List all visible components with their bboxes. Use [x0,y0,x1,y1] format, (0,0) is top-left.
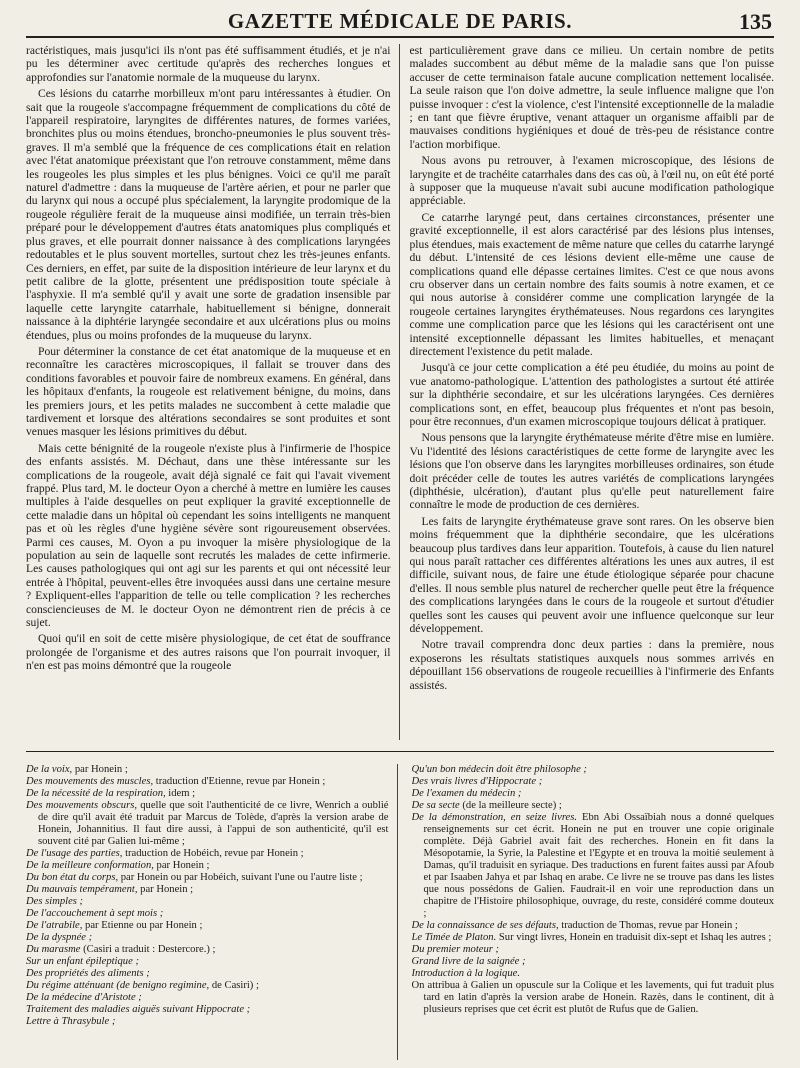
bibliography-entry [26,872,389,884]
left-column [26,44,400,740]
bibliography-entry [26,764,389,776]
bibliography-entry [26,776,389,788]
bibliography-entry [26,908,389,920]
paragraph: Mais cette bénignité de la rougeole n'existe plus à l'infirmerie de l'hospice des enfants assistés. M. Déchaut, dans une thèse intéressante sur les complications de la rougeole, avait déjà signalé ce fait qui l'avait vivement frappé. Plus tard, M. le docteur Oyon a cherché à mettre en lumière les causes multiples à l'aide desquelles on peut expliquer la gravité exceptionnelle de cette maladie dans un hôpital où cependant les soins intelligents ne manquent pas et où les règles d'une hygiène sévère sont rigoureusement observées. Parmi ces causes, M. Oyon a pu invoquer la misère physiologique de la population au sein de laquelle sont recrutés les malades de cette infirmerie. Les causes pathologiques qui ont agi sur les parents et qui ont nécessité leur entrée à l'hôpital, peuvent-elles être invoquées aussi dans une certaine mesure ? Expliquent-elles l'apparition de telle ou telle complication ? les recherches consciencieuses de M. le docteur Oyon ne démontrent rien de précis à ce sujet. [26,441,391,630]
entry-title: Des mouvements obscurs, [26,800,137,811]
entry-title: De sa secte [411,800,460,811]
entry-title: Sur un enfant épileptique ; [26,956,139,967]
entry-title: De la nécessité de la respiration, [26,788,166,799]
bibliography-entry [26,944,389,956]
paragraph: Ces lésions du catarrhe morbilleux m'ont paru intéressantes à étudier. On sait que la rougeole s'accompagne fréquemment de complications du côté de l'appareil respiratoire, laryngites de différentes natures, de formes variées, bronchites plus ou moins étendues, broncho-pneumonies le plus souvent très-graves. Il m'a semblé que la fréquence de ces complications était en relation avec l'état anatomique préexistant que l'on retrouve constamment, même dans les rougeoles les plus simples et les plus bénignes. Voici ce qu'il me paraît naturel d'admettre : dans la muqueuse de l'artère aérien, et pour ne parler que du larynx qui nous a occupé plus spécialement, la laryngite prodomique de la rougeole régulière ferait de la muqueuse ainsi modifiée, un terrain très-bien préparé pour le développement d'autres états anatomiques plus compliqués et plus graves, et elle pourrait donner naissance à des complications laryngées redoutables et le plus souvent mortelles, surtout chez les très-jeunes enfants. Ces derniers, en effet, par suite de la disposition intérieure de leur larynx et du petit calibre de la glotte, présentent une prédisposition toute spéciale à l'asphyxie. Il m'a semblé qu'il y avait une sorte de gradation insensible par laquelle cette laryngite catarrhale, habituellement si bénigne, donnerait naissance à la diphtérie laryngée secondaire et aux ulcérations plus ou moins étendues, plus ou moins profondes de la muqueuse du larynx. [26,87,391,342]
entry-title: De la démonstration, en seize livres. [411,812,578,823]
bibliography-entry [412,968,775,980]
entry-title: Des mouvements des muscles, [26,776,154,787]
entry-title: De l'accouchement à sept mois ; [26,908,164,919]
entry-text: Sur vingt livres, Honein en traduisit dix-sept et Ishaq les autres ; [496,932,772,943]
paragraph: Nous avons pu retrouver, à l'examen microscopique, des lésions de laryngite et de trachéite catarrhales dans des cas où, à l'œil nu, on eût été porté à supposer que la muqueuse n'avait subi aucune modification pathologique appréciable. [409,154,774,208]
entry-title: Du mauvais tempérament, [26,884,138,895]
entry-title: Le Timée de Platon. [411,932,497,943]
bibliography-entry [412,920,775,932]
bibliography-entry [412,956,775,968]
paragraph: ractéristiques, mais jusqu'ici ils n'ont pas été suffisamment étudiés, et je n'ai pu les déterminer avec certitude qu'après des recherches longues et approfondies sur l'anatomie normale de la muqueuse du larynx. [26,44,391,84]
bibliography-entry [412,980,775,1016]
paragraph: est particulièrement grave dans ce milieu. Un certain nombre de petits malades succombent au début même de la maladie sans que l'on puisse accuser de cette terminaison fatale aucune complication nettement localisée. La seule raison que l'on doive admettre, la seule influence maligne que l'on puisse invoquer : c'est la violence, c'est l'intensité exceptionnelle de la maladie ; en tant que fièvre éruptive, venant attaquer un organisme affaibli par de mauvaises conditions hygiéniques et doué de très-peu de résistance contre l'action morbifique. [409,44,774,151]
entry-title: Du premier moteur ; [411,944,500,955]
bibliography-entry [412,944,775,956]
bibliography-entry [26,920,389,932]
entry-title: Qu'un bon médecin doit être philosophe ; [411,764,587,775]
entry-text: par Honein ; [137,884,194,895]
entry-text: (Casiri a traduit : Destercore.) ; [80,944,216,955]
page-header [26,6,774,38]
paragraph: Nous pensons que la laryngite érythémateuse mérite d'être mise en lumière. Vu l'identité des lésions caractéristiques de cette forme de laryngite avec les lésions que l'on observe dans les laryngites morbilleuses ordinaires, son étude doit précéder celle de toutes les autres variétés de complications laryngées (diphthésie, ulcération), d'autant plus qu'elle peut naturellement faire connaître le mode de production de ces dernières. [409,431,774,512]
bibliography-entry [26,788,389,800]
entry-title: De la voix, [26,764,73,775]
entry-title: Du marasme [26,944,81,955]
paragraph: Quoi qu'il en soit de cette misère physiologique, de cet état de souffrance prolongée de l'organisme et des autres raisons que l'on pourrait invoquer, il n'en est pas moins démontré que la rougeole [26,632,391,673]
bibliography-entry [412,812,775,920]
paragraph: Pour déterminer la constance de cet état anatomique de la muqueuse et en reconnaître les caractères microscopiques, il fallait se trouver dans des conditions favorables et pouvoir faire de nombreux examens. En général, dans les hôpitaux d'enfants, la rougeole est relativement bénigne, du moins, dans les premiers jours, et les petits malades ne succombent à cette maladie que tardivement et lorsque des altérations secondaires se sont produites et sont venues masquer les lésions primitives du début. [26,344,391,439]
entry-text: par Honein ; [153,860,210,871]
journal-title: GAZETTE MÉDICALE DE PARIS. [227,8,573,33]
entry-title: De la dyspnée ; [26,932,93,943]
paragraph: Notre travail comprendra donc deux parties : dans la première, nous exposerons les résultats statistiques auxquels nous sommes arrivés en dépouillant 156 observations de rougeole recueillies à l'infirmerie des Enfants assistés. [409,638,774,692]
bibliography-entry [26,848,389,860]
bibliography-entry [26,884,389,896]
paragraph: Ce catarrhe laryngé peut, dans certaines circonstances, présenter une gravité exceptionnelle, il est alors caractérisé par des lésions plus intenses, plus étendues, mais exactement de même nature que celles du catarrhe laryngé du début. L'intensité de ces lésions devient elle-même une cause de complications quand elle dépasse certaines limites. C'est ce que nous avons cru observer dans un certain nombre des faits soumis à notre examen, et ce qui nous autorise à considérer comme une complication laryngée de la rougeole certaines laryngites érythémateuses. Nous regardons ces laryngites comme une complication parce que les lésions qui les caractérisent ont une intensité exceptionnelle dépassant les limites habituelles, et menaçant directement l'existence du petit malade. [409,210,774,358]
entry-title: Lettre à Thrasybule ; [26,1016,116,1027]
entry-title: Des simples ; [26,896,84,907]
entry-title: Du bon état du corps, [26,872,119,883]
footnote-divider [26,751,774,752]
entry-title: De l'usage des parties, [26,848,123,859]
bibliography-entry [412,776,775,788]
bibliography-entry [26,860,389,872]
entry-title: Des propriétés des aliments ; [26,968,150,979]
entry-title: Traitement des maladies aiguës suivant Hippocrate ; [26,1004,251,1015]
bibliography-entry [26,956,389,968]
bibliography-entry [26,980,389,992]
entry-title: Des vrais livres d'Hippocrate ; [411,776,543,787]
entry-text: traduction de Hobéich, revue par Honein ; [122,848,304,859]
bibliography-entry [412,932,775,944]
bibliography-entry [26,968,389,980]
entry-text: On attribua à Galien un opuscule sur la Colique et les lavements, qui fut traduit plus tard en latin d'après la version arabe de Honein. Razès, dans le continent, dit à plusieurs reprises que cet écrit est plutôt de Rufus que de Galien. [411,980,774,1015]
entry-title: Du régime atténuant (de benigno regimine, [26,980,210,991]
entry-title: De la médecine d'Aristote ; [26,992,142,1003]
page-number: 135 [739,9,772,34]
bibliography-entry [26,932,389,944]
entry-text: idem ; [165,788,196,799]
bibliography-entry [412,764,775,776]
main-text [26,44,774,740]
entry-text: par Etienne ou par Honein ; [82,920,203,931]
entry-text: quelle que soit l'authenticité de ce livre, Wenrich a oublié de dire qu'il avait été traduit par Marcus de Tolède, d'après la version arabe de Honein, Johannitius. Il faut dire aussi, à l'appui de son authenticité, qu'il est souvent cité par Galien lui-même ; [38,800,389,847]
right-column [410,44,775,740]
entry-title: De la connaissance de ses défauts, [411,920,559,931]
bibliography-entry [26,992,389,1004]
entry-text: Ebn Abi Ossaïbiah nous a donné quelques renseignements sur cet écrit. Honein ne put en trouver une copie originale complète. Déjà Gabriel avait fait des recherches. Honein en fit dans la Mésopotamie, la Syrie, la Palestine et l'Egypte et en trouva la moitié seulement à Damas, qu'il traduisit en syriaque. Des traductions en furent faites aussi par Afoub et par Isaaben Jahya et par Ishaq en arabe. Ce livre ne se trouve pas dans les listes que nous possédons de Galien. Faudrait-il en voir une reproduction dans un chapitre de l'Histoire philosophique, ouvrage, du reste, considéré comme douteux ; [423,812,774,919]
paragraph: Les faits de laryngite érythémateuse grave sont rares. On les observe bien moins fréquemment que la diphthérie secondaire, que les ulcérations beaucoup plus tardives dans leur apparition. Toutefois, à cause du lien naturel qui nous paraît rattacher ces différentes altérations les unes aux autres, il est difficile, suivant nous, de faire une étude étiologique séparée pour chacune d'elles. Il nous semble plus naturel de rechercher quelle peut être la fréquence des complications laryngées dans le cours de la rougeole et surtout d'étudier quelles sont les causes qui peuvent avoir une influence quelconque sur leur développement. [409,514,774,636]
footnotes-right-column [412,764,775,1060]
entry-text: traduction d'Etienne, revue par Honein ; [153,776,326,787]
entry-text: (de la meilleure secte) ; [459,800,562,811]
entry-title: De la meilleure conformation, [26,860,154,871]
bibliography-entry [26,896,389,908]
entry-title: Grand livre de la saignée ; [411,956,526,967]
entry-text: traduction de Thomas, revue par Honein ; [558,920,738,931]
footnotes [26,764,774,1060]
paragraph: Jusqu'à ce jour cette complication a été peu étudiée, du moins au point de vue anatomo-pathologique. L'attention des pathologistes a surtout été attirée sur la diphthérie secondaire, et sur les ulcérations laryngées. Ces dernières complications sont, en effet, beaucoup plus fréquentes et n'ont pas besoin, pour être reconnues, d'un examen microscopique toujours délicat à pratiquer. [409,361,774,428]
bibliography-entry [412,800,775,812]
footnotes-left-column [26,764,398,1060]
bibliography-entry [26,1016,389,1028]
entry-text: par Honein ; [72,764,128,775]
entry-text: par Honein ou par Hobéich, suivant l'une ou l'autre liste ; [118,872,363,883]
entry-text: de Casiri) ; [209,980,259,991]
bibliography-entry [412,788,775,800]
entry-title: Introduction à la logique. [411,968,520,979]
entry-title: De l'atrabile, [26,920,83,931]
bibliography-entry [26,1004,389,1016]
entry-title: De l'examen du médecin ; [411,788,522,799]
bibliography-entry [26,800,389,848]
